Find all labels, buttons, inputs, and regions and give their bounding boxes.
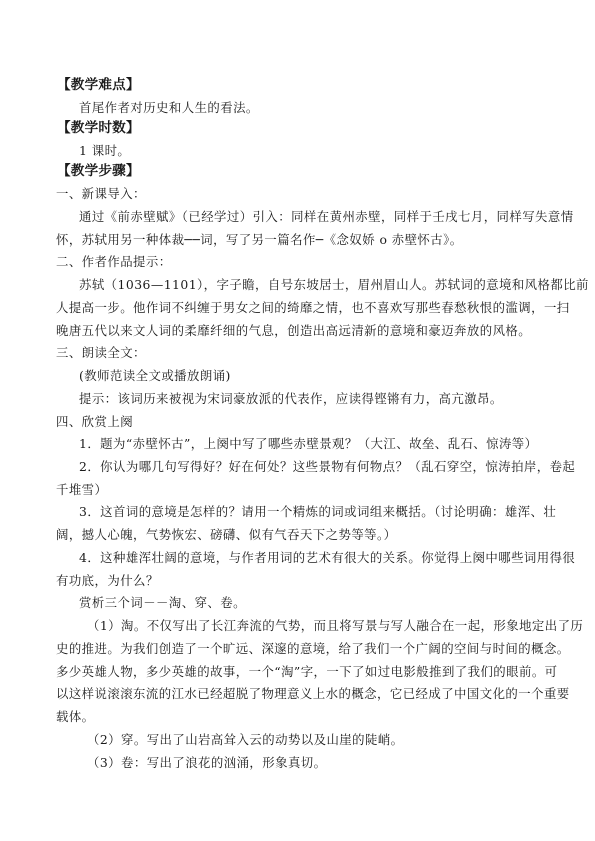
analysis-line: （1）淘。不仅写出了长江奔流的气势，而且将写景与写人融合在一起，形象地定出了历 (87, 618, 584, 633)
question-line: 3．这首词的意境是怎样的？请用一个精炼的词或词组来概括。（讨论明确：雄浑、壮 (79, 504, 557, 519)
step-4-title: 四、欣赏上阕 (56, 414, 134, 429)
paragraph-line: 人提高一步。他作词不纠缠于男女之间的绮靡之情，也不喜欢写那些春愁秋恨的滥调，一扫 (56, 300, 570, 315)
paragraph-line: (教师范读全文或播放朗诵) (79, 368, 231, 383)
hours-text: 1 课时。 (79, 143, 131, 158)
document-page (56, 76, 589, 770)
paragraph-line: 苏轼（1036—1101），字子瞻，自号东坡居士，眉州眉山人。苏轼词的意境和风格都比前 (79, 277, 589, 292)
step-2-title: 二、作者作品提示： (56, 254, 172, 269)
heading-teaching-difficulty: 【教学难点】 (57, 77, 140, 93)
question-line: 有功底，为什么？ (56, 573, 159, 588)
analysis-line: 赏析三个词－－淘、穿、卷。 (79, 595, 246, 610)
analysis-line: 以这样说滚滚东流的江水已经超脱了物理意义上水的概念，它已经成了中国文化的一个重要 (56, 686, 570, 701)
question-line: 4．这种雄浑壮阔的意境，与作者用词的艺术有很大的关系。你觉得上阕中哪些词用得很 (79, 550, 576, 565)
analysis-line: 史的推进。为我们创造了一个旷远、深邃的意境，给了我们一个广阔的空间与时间的概念。 (56, 641, 570, 656)
paragraph-line: 怀，苏轼用另一种体裁──词，写了另一篇名作─《念奴娇 o 赤壁怀古》。 (56, 232, 463, 247)
analysis-line: 载体。 (56, 709, 95, 724)
question-line: 1．题为“赤壁怀古”，上阕中写了哪些赤壁景观？（大江、故垒、乱石、惊涛等） (79, 436, 538, 451)
paragraph-line: 晚唐五代以来文人词的柔靡纤细的气息，创造出高远清新的意境和豪迈奔放的风格。 (56, 323, 532, 338)
analysis-line: 多少英雄人物，多少英雄的故事，一个“淘”字，一下了如过电影般推到了我们的眼前。可 (56, 664, 558, 679)
heading-teaching-steps: 【教学步骤】 (57, 163, 140, 179)
paragraph-line: 提示：该词历来被视为宋词豪放派的代表作，应读得铿锵有力，高亢激昂。 (79, 391, 503, 406)
paragraph-line: 通过《前赤壁赋》（已经学过）引入：同样在黄州赤壁，同样于壬戌七月，同样写失意情 (79, 209, 574, 224)
step-3-title: 三、朗读全文： (56, 345, 146, 360)
analysis-line: （2）穿。写出了山岩高耸入云的动势以及山崖的陡峭。 (87, 732, 404, 747)
difficulty-text: 首尾作者对历史和人生的看法。 (79, 100, 259, 115)
question-line: 2．你认为哪几句写得好？好在何处？这些景物有何物点？（乱石穿空，惊涛拍岸，卷起 (79, 459, 576, 474)
heading-teaching-hours: 【教学时数】 (57, 120, 140, 136)
analysis-line: （3）卷：写出了浪花的汹涌，形象真切。 (87, 755, 327, 770)
question-line: 千堆雪） (56, 482, 108, 497)
question-line: 阔，撼人心魄，气势恢宏、磅礴、似有气吞天下之势等等。） (56, 527, 397, 542)
step-1-title: 一、新课导入： (56, 186, 146, 201)
